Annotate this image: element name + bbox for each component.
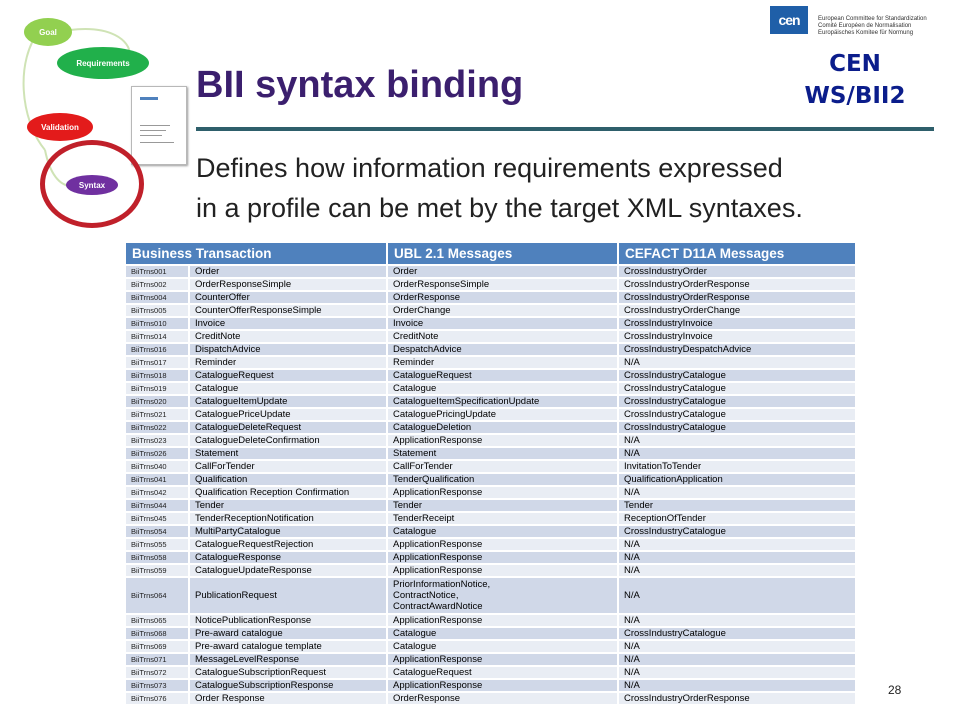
cell-cefact-message: CrossIndustryCatalogue [619, 422, 855, 433]
table-row [126, 565, 855, 576]
cell-transaction-name: Pre-award catalogue [190, 628, 386, 639]
cell-cefact-message: Tender [619, 500, 855, 511]
cell-transaction-id: BiiTrns059 [126, 565, 188, 576]
table-row [126, 331, 855, 342]
cell-ubl-message: Catalogue [388, 526, 617, 537]
cell-ubl-message: CatalogueRequest [388, 667, 617, 678]
cell-transaction-id: BiiTrns045 [126, 513, 188, 524]
cell-cefact-message: CrossIndustryCatalogue [619, 409, 855, 420]
cell-ubl-message: CatalogueItemSpecificationUpdate [388, 396, 617, 407]
cell-transaction-id: BiiTrns041 [126, 474, 188, 485]
cell-transaction-name: Invoice [190, 318, 386, 329]
table-row [126, 318, 855, 329]
cell-transaction-id: BiiTrns040 [126, 461, 188, 472]
cell-ubl-message: ApplicationResponse [388, 435, 617, 446]
table-row [126, 383, 855, 394]
table-row [126, 500, 855, 511]
cell-transaction-id: BiiTrns005 [126, 305, 188, 316]
cen-name-de: Europäisches Komitee für Normung [818, 30, 914, 36]
cell-ubl-message: ApplicationResponse [388, 487, 617, 498]
table-row [126, 693, 855, 704]
cell-transaction-id: BiiTrns058 [126, 552, 188, 563]
cell-cefact-message: CrossIndustryInvoice [619, 331, 855, 342]
table-row [126, 667, 855, 678]
cell-ubl-message: ApplicationResponse [388, 539, 617, 550]
workshop-label-line1: CEN [829, 51, 881, 77]
cell-transaction-id: BiiTrns076 [126, 693, 188, 704]
cell-cefact-message: N/A [619, 667, 855, 678]
cell-transaction-name: NoticePublicationResponse [190, 615, 386, 626]
slide-title: BII syntax binding [196, 64, 524, 106]
cell-ubl-message: TenderReceipt [388, 513, 617, 524]
table-row [126, 641, 855, 652]
table-row [126, 448, 855, 459]
header-ubl-messages: UBL 2.1 Messages [388, 243, 617, 264]
table-row [126, 654, 855, 665]
cell-ubl-message: Invoice [388, 318, 617, 329]
workshop-label-line2: WS/BII2 [804, 83, 906, 109]
cell-ubl-message: Order [388, 266, 617, 277]
cell-transaction-name: Qualification [190, 474, 386, 485]
cell-ubl-message: TenderQualification [388, 474, 617, 485]
cell-cefact-message: N/A [619, 539, 855, 550]
cell-transaction-id: BiiTrns054 [126, 526, 188, 537]
cell-transaction-name: Statement [190, 448, 386, 459]
lead-line-2: in a profile can be met by the target XML syntaxes. [196, 193, 803, 223]
cell-transaction-name: CatalogueRequestRejection [190, 539, 386, 550]
cell-cefact-message: N/A [619, 357, 855, 368]
cell-cefact-message: QualificationApplication [619, 474, 855, 485]
table-row [126, 461, 855, 472]
document-thumbnail [131, 86, 187, 165]
cell-cefact-message: CrossIndustryCatalogue [619, 383, 855, 394]
cell-cefact-message: CrossIndustryOrderResponse [619, 279, 855, 290]
cell-transaction-id: BiiTrns016 [126, 344, 188, 355]
cell-ubl-message: ApplicationResponse [388, 565, 617, 576]
cell-ubl-message: CatalogueDeletion [388, 422, 617, 433]
table-row [126, 526, 855, 537]
table-row [126, 292, 855, 303]
table-row [126, 539, 855, 550]
cell-ubl-message: Statement [388, 448, 617, 459]
cell-ubl-message: OrderResponse [388, 292, 617, 303]
table-row [126, 305, 855, 316]
table-row [126, 513, 855, 524]
cell-ubl-message: ApplicationResponse [388, 680, 617, 691]
cell-ubl-message: PriorInformationNotice, ContractNotice, ContractAwardNotice [388, 578, 617, 613]
cell-transaction-name: Catalogue [190, 383, 386, 394]
diagram-node-validation: Validation [27, 113, 93, 141]
table-row [126, 615, 855, 626]
cell-transaction-name: CatalogueSubscriptionResponse [190, 680, 386, 691]
table-header-row [126, 243, 855, 264]
table-row [126, 370, 855, 381]
cell-cefact-message: N/A [619, 641, 855, 652]
page-number: 28 [888, 683, 902, 697]
cell-transaction-id: BiiTrns002 [126, 279, 188, 290]
cell-ubl-message: ApplicationResponse [388, 615, 617, 626]
cell-cefact-message: CrossIndustryOrderResponse [619, 693, 855, 704]
cell-transaction-name: OrderResponseSimple [190, 279, 386, 290]
cell-transaction-name: Pre-award catalogue template [190, 641, 386, 652]
table-row [126, 552, 855, 563]
cell-transaction-id: BiiTrns021 [126, 409, 188, 420]
table-row [126, 409, 855, 420]
cell-transaction-id: BiiTrns019 [126, 383, 188, 394]
cell-transaction-id: BiiTrns055 [126, 539, 188, 550]
cell-ubl-message: OrderResponse [388, 693, 617, 704]
cell-cefact-message: CrossIndustryCatalogue [619, 370, 855, 381]
syntax-binding-table [124, 241, 857, 706]
cell-transaction-name: CatalogueItemUpdate [190, 396, 386, 407]
cell-transaction-id: BiiTrns001 [126, 266, 188, 277]
cell-transaction-name: CallForTender [190, 461, 386, 472]
cell-ubl-message: Catalogue [388, 628, 617, 639]
cell-transaction-name: CatalogueRequest [190, 370, 386, 381]
cell-cefact-message: N/A [619, 565, 855, 576]
cell-transaction-id: BiiTrns018 [126, 370, 188, 381]
cen-name-fr: Comité Européen de Normalisation [818, 23, 912, 29]
table-row [126, 344, 855, 355]
cell-cefact-message: CrossIndustryCatalogue [619, 628, 855, 639]
cell-cefact-message: CrossIndustryOrder [619, 266, 855, 277]
cell-transaction-name: CatalogueDeleteRequest [190, 422, 386, 433]
cell-ubl-message: CatalogueRequest [388, 370, 617, 381]
cell-transaction-id: BiiTrns073 [126, 680, 188, 691]
cell-cefact-message: N/A [619, 578, 855, 613]
cell-transaction-id: BiiTrns026 [126, 448, 188, 459]
cell-transaction-id: BiiTrns065 [126, 615, 188, 626]
cell-cefact-message: CrossIndustryOrderChange [619, 305, 855, 316]
cell-transaction-id: BiiTrns071 [126, 654, 188, 665]
cell-transaction-id: BiiTrns014 [126, 331, 188, 342]
cell-cefact-message: N/A [619, 654, 855, 665]
table-row [126, 680, 855, 691]
cell-transaction-name: MessageLevelResponse [190, 654, 386, 665]
header-business-transaction: Business Transaction [126, 243, 386, 264]
workshop-label [780, 48, 930, 112]
cell-cefact-message: CrossIndustryInvoice [619, 318, 855, 329]
cell-ubl-message: ApplicationResponse [388, 552, 617, 563]
cell-transaction-id: BiiTrns069 [126, 641, 188, 652]
cell-ubl-message: CataloguePricingUpdate [388, 409, 617, 420]
cell-transaction-name: Reminder [190, 357, 386, 368]
cell-cefact-message: InvitationToTender [619, 461, 855, 472]
cell-transaction-id: BiiTrns022 [126, 422, 188, 433]
table-row [126, 474, 855, 485]
table-row [126, 628, 855, 639]
table-row [126, 422, 855, 433]
cell-cefact-message: N/A [619, 680, 855, 691]
table-row [126, 487, 855, 498]
cell-cefact-message: ReceptionOfTender [619, 513, 855, 524]
title-divider [196, 127, 934, 131]
cell-transaction-id: BiiTrns004 [126, 292, 188, 303]
diagram-node-goal: Goal [24, 18, 72, 46]
cell-ubl-message: Tender [388, 500, 617, 511]
cell-transaction-name: DispatchAdvice [190, 344, 386, 355]
cell-ubl-message: Catalogue [388, 383, 617, 394]
cell-ubl-message: CreditNote [388, 331, 617, 342]
table-row [126, 266, 855, 277]
cell-transaction-id: BiiTrns010 [126, 318, 188, 329]
cell-cefact-message: CrossIndustryCatalogue [619, 526, 855, 537]
cell-ubl-message: Reminder [388, 357, 617, 368]
cell-transaction-name: Tender [190, 500, 386, 511]
cell-transaction-id: BiiTrns017 [126, 357, 188, 368]
cell-cefact-message: N/A [619, 448, 855, 459]
diagram-node-syntax: Syntax [66, 175, 118, 195]
cell-transaction-id: BiiTrns068 [126, 628, 188, 639]
cell-cefact-message: N/A [619, 435, 855, 446]
cell-transaction-name: CreditNote [190, 331, 386, 342]
cell-transaction-id: BiiTrns044 [126, 500, 188, 511]
cell-transaction-id: BiiTrns023 [126, 435, 188, 446]
cell-ubl-message: OrderResponseSimple [388, 279, 617, 290]
table-row [126, 435, 855, 446]
cell-transaction-name: Order Response [190, 693, 386, 704]
cell-transaction-name: TenderReceptionNotification [190, 513, 386, 524]
cell-transaction-name: CatalogueResponse [190, 552, 386, 563]
cen-name-en: European Committee for Standardization [818, 16, 927, 22]
cen-logo: cen [770, 6, 808, 34]
cell-transaction-name: CatalogueSubscriptionRequest [190, 667, 386, 678]
cell-cefact-message: CrossIndustryCatalogue [619, 396, 855, 407]
cell-ubl-message: CallForTender [388, 461, 617, 472]
cell-cefact-message: N/A [619, 552, 855, 563]
cell-transaction-id: BiiTrns020 [126, 396, 188, 407]
cell-transaction-id: BiiTrns042 [126, 487, 188, 498]
cell-transaction-name: Order [190, 266, 386, 277]
table-row [126, 279, 855, 290]
cell-transaction-name: PublicationRequest [190, 578, 386, 613]
table-row [126, 357, 855, 368]
process-diagram [0, 0, 200, 240]
cell-transaction-name: Qualification Reception Confirmation [190, 487, 386, 498]
cell-transaction-id: BiiTrns072 [126, 667, 188, 678]
cell-cefact-message: CrossIndustryDespatchAdvice [619, 344, 855, 355]
cell-ubl-message: Catalogue [388, 641, 617, 652]
cell-transaction-name: CounterOfferResponseSimple [190, 305, 386, 316]
diagram-node-requirements: Requirements [57, 47, 149, 79]
table-row [126, 396, 855, 407]
cell-transaction-name: CounterOffer [190, 292, 386, 303]
cell-cefact-message: N/A [619, 487, 855, 498]
cell-transaction-name: MultiPartyCatalogue [190, 526, 386, 537]
cell-transaction-name: CatalogueUpdateResponse [190, 565, 386, 576]
lead-line-1: Defines how information requirements expressed [196, 153, 783, 183]
cell-cefact-message: CrossIndustryOrderResponse [619, 292, 855, 303]
cell-transaction-name: CatalogueDeleteConfirmation [190, 435, 386, 446]
header-cefact-messages: CEFACT D11A Messages [619, 243, 855, 264]
cell-transaction-name: CataloguePriceUpdate [190, 409, 386, 420]
cell-transaction-id: BiiTrns064 [126, 578, 188, 613]
cell-ubl-message: ApplicationResponse [388, 654, 617, 665]
cen-organisation-names [818, 16, 927, 37]
cell-ubl-message: DespatchAdvice [388, 344, 617, 355]
table-row [126, 578, 855, 613]
lead-text [196, 148, 803, 228]
cell-cefact-message: N/A [619, 615, 855, 626]
cell-ubl-message: OrderChange [388, 305, 617, 316]
